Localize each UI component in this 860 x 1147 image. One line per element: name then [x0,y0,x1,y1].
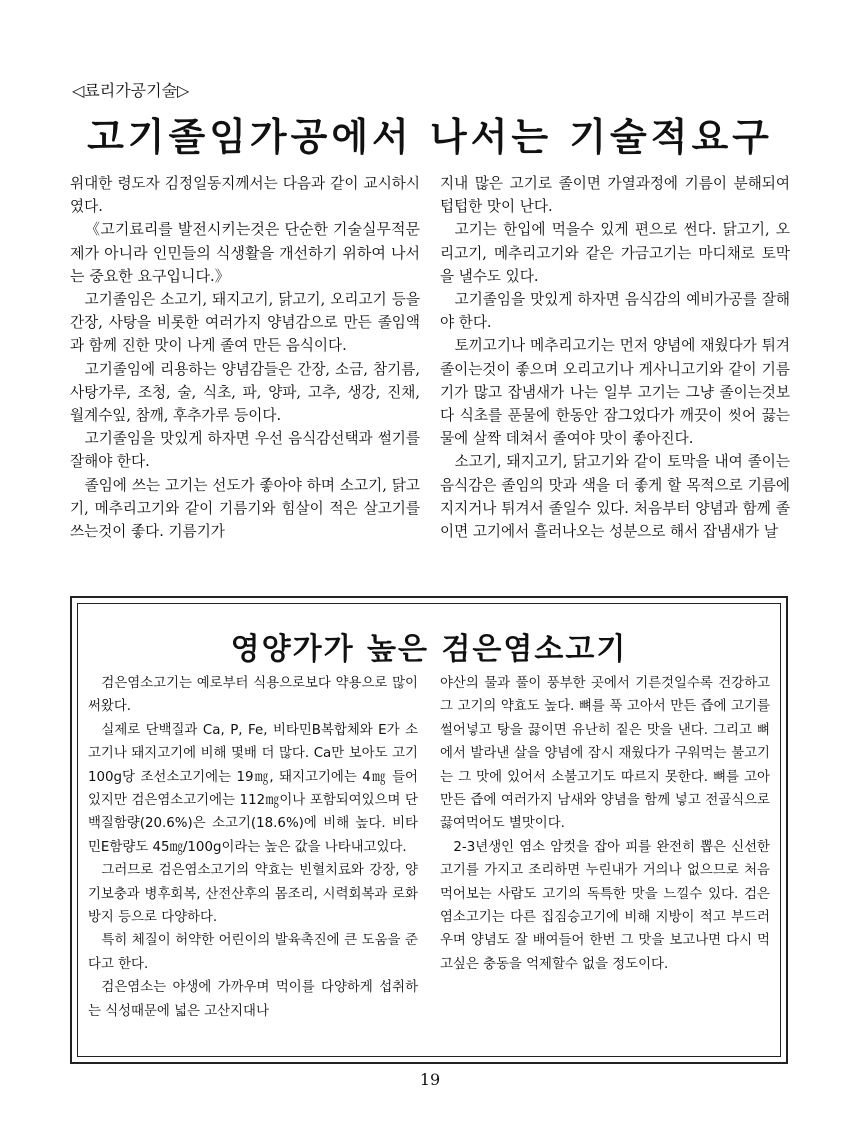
right-column [440,172,790,543]
section-label: ◁료리가공기술▷ [72,81,190,100]
quote-paragraph: 《고기료리를 발전시키는것은 단순한 기술실무적문제가 아니라 인민들의 식생활을 개선하기 위하여 나서는 중요한 요구입니다.》 [70,220,420,285]
sidebar-inner-border [77,603,781,1057]
sidebar-title: 영양가가 높은 검은염소고기 [230,632,628,667]
paragraph: 고기졸임을 맛있게 하자면 우선 음식감선택과 썰기를 잘해야 한다. [70,430,420,471]
paragraph: 검은염소고기는 예로부터 식용으로보다 약용으로 많이 써왔다. [88,676,418,715]
article-columns [70,172,790,543]
paragraph: 토끼고기나 메추리고기는 먼저 양념에 재웠다가 튀겨 졸이는것이 좋으며 오리고기나 게사니고기와 같이 기름기가 많고 잡냄새가 나는 일부 고기는 그냥 졸이는것보다 식초를 푼물에 한동안 잠그었다가 깨끗이 씻어 끓는물에 살짝 데쳐서 졸여야 맛이 좋아진다. [440,337,790,448]
paragraph: 특히 체질이 허약한 어린이의 발육촉진에 큰 도움을 준다고 한다. [88,933,418,972]
left-column [70,172,420,543]
paragraph: 그러므로 검은염소고기의 약효는 빈혈치료와 강장, 양기보충과 병후회복, 산전산후의 몸조리, 시력회복과 로화방지 등으로 다양하다. [88,863,418,926]
page-number: 19 [419,1070,441,1089]
sidebar-left-column [88,672,418,1023]
sidebar-right-column [440,672,770,1023]
paragraph: 실제로 단백질과 Ca, P, Fe, 비타민B복합체와 E가 소고기나 돼지고기에 비해 몇배 더 많다. Ca만 보아도 고기 100g당 조선소고기에는 19㎎, 돼지고기에는 4㎎ 들어있지만 검은염소고기에는 112㎎이나 포함되여있으며 단백질함량(20.6%)은 소고기(18.6%)에 비해 높다. 비타민E함량도 45㎎/100g이라는 높은 값을 나타내고있다. [88,722,418,855]
paragraph: 지내 많은 고기로 졸이면 가열과정에 기름이 분해되여 텁텁한 맛이 난다. [440,175,790,216]
paragraph: 위대한 령도자 김정일동지께서는 다음과 같이 교시하시였다. [70,175,420,216]
sidebar-box [70,596,788,1064]
paragraph: 고기졸임은 소고기, 돼지고기, 닭고기, 오리고기 등을 간장, 사탕을 비롯한 여러가지 양념감으로 만든 졸임액과 함께 진한 맛이 나게 졸여 만든 음식이다. [70,291,420,355]
paragraph: 고기졸임을 맛있게 하자면 음식감의 예비가공를 잘해야 한다. [440,291,790,332]
paragraph: 검은염소는 야생에 가까우며 먹이를 다양하게 섭취하는 식성때문에 넓은 고산지대나 [88,980,418,1019]
paragraph: 소고기, 돼지고기, 닭고기와 같이 토막을 내여 졸이는 음식감은 졸임의 맛과 색을 더 좋게 할 목적으로 기름에 지지거나 튀겨서 졸일수 있다. 처음부터 양념과 함께 졸이면 고기에서 흘러나오는 성분으로 해서 잡냄새가 날 [440,453,790,541]
article-title: 고기졸임가공에서 나서는 기술적요구 [87,115,773,159]
paragraph: 야산의 물과 풀이 풍부한 곳에서 기른것일수록 건강하고 그 고기의 약효도 높다. 뼈를 푹 고아서 만든 즙에 고기를 썰어넣고 탕을 끓이면 유난히 짙은 맛을 낸다. 그리고 뼈에서 발라낸 살을 양념에 잠시 재웠다가 구워먹는 불고기는 그 맛에 있어서 소불고기도 따르지 못한다. 뼈를 고아 만든 즙에 여러가지 남새와 양념을 함께 넣고 전골식으로 끓여먹어도 별맛이다. [440,676,770,832]
paragraph: 고기졸임에 리용하는 양념감들은 간장, 소금, 참기름, 사탕가루, 조청, 술, 식초, 파, 양파, 고추, 생강, 진채, 월계수잎, 참깨, 후추가루 등이다. [70,360,420,425]
paragraph: 졸임에 쓰는 고기는 선도가 좋아야 하며 소고기, 닭고기, 메추리고기와 같이 기름기와 힘살이 적은 살고기를 쓰는것이 좋다. 기름기가 [70,476,420,541]
sidebar-columns [88,672,770,1023]
paragraph: 2-3년생인 염소 암컷을 잡아 피를 완전히 뽑은 신선한 고기를 가지고 조리하면 누린내가 거의나 없으므로 처음 먹어보는 사람도 고기의 독특한 맛을 느낄수 있다. 검은염소고기는 다른 집짐승고기에 비해 지방이 적고 부드러우며 양념도 잘 배여들어 한번 그 맛을 보고나면 다시 먹고싶은 충동을 억제할수 없을 정도이다. [440,839,770,972]
paragraph: 고기는 한입에 먹을수 있게 편으로 썬다. 닭고기, 오리고기, 메추리고기와 같은 가금고기는 마디채로 토막을 낼수도 있다. [440,221,790,285]
